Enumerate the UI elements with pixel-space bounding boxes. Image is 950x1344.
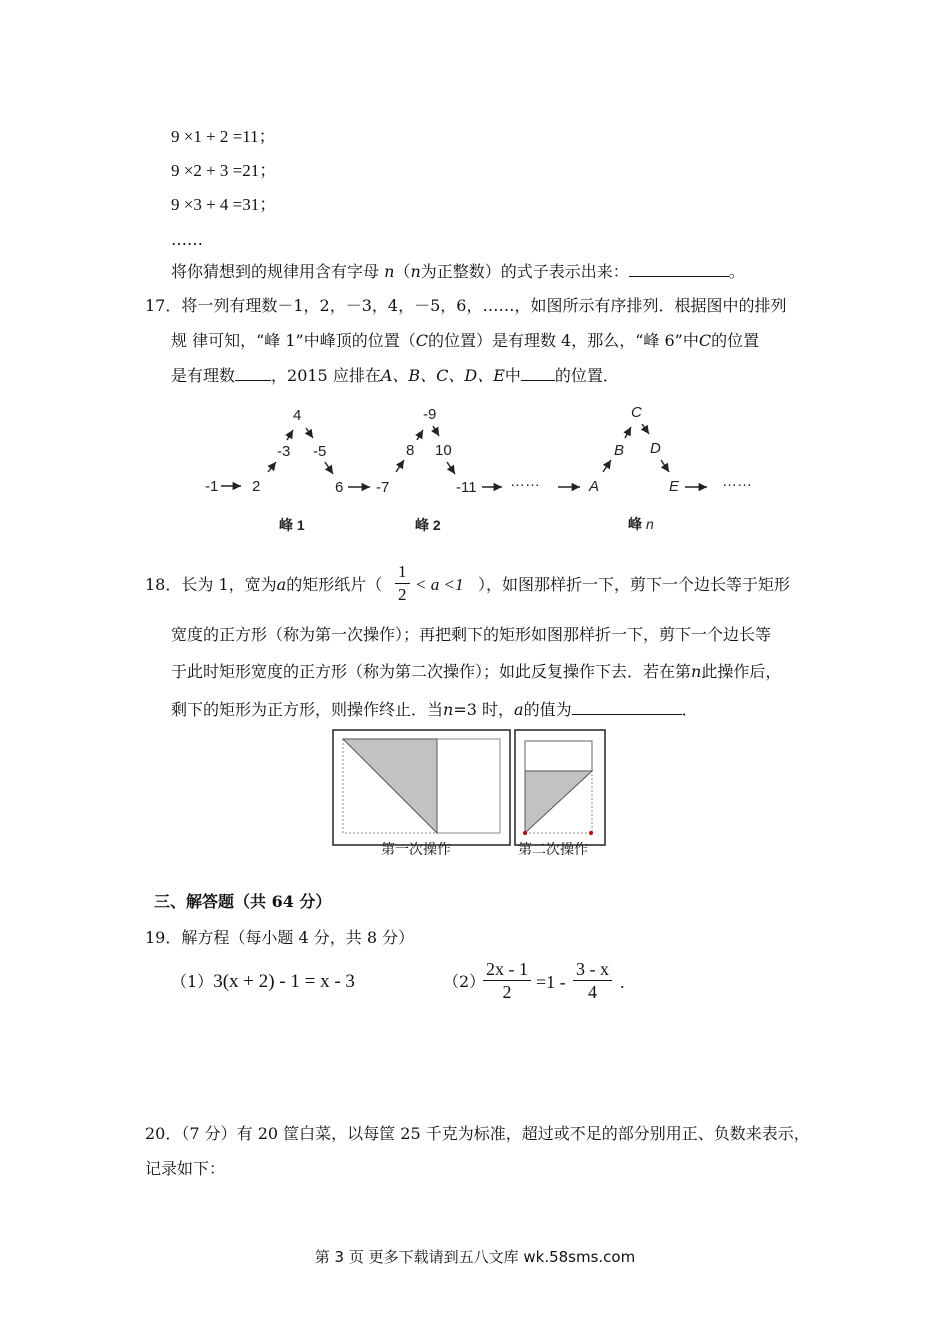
q18-a: a: [276, 575, 287, 594]
q17-c1: C: [415, 331, 428, 350]
q18-line3-b: 此操作后，: [701, 662, 782, 681]
q17-line3: [171, 366, 619, 386]
q17-line2: [171, 331, 759, 351]
q17-number: 17．: [145, 296, 182, 315]
q18-line1: [145, 575, 382, 595]
label-peak2: 峰 2: [415, 517, 441, 533]
q19-title: [145, 928, 414, 948]
q19-p1-label: （1）: [171, 972, 214, 991]
equation-3: 9 ×3 + 4 =31；: [171, 195, 277, 214]
q18-line3-a: 于此时矩形宽度的正方形（称为第二次操作）；如此反复操作下去．若在第: [171, 662, 692, 681]
q18-line4-c: 的值为: [523, 700, 572, 719]
q16-end: 。: [728, 262, 745, 281]
p2-upleft: 8: [406, 442, 415, 459]
q16-prompt-b: （: [394, 262, 411, 281]
q17-letters: A、B、C、D、E: [380, 366, 505, 385]
equation-1: 9 ×1 + 2 =11；: [171, 127, 276, 146]
pn-right: E: [669, 478, 680, 495]
q17-line2-b: 的位置）是有理数 4，那么，“峰 6”中: [427, 331, 699, 350]
q18-n1: n: [691, 662, 702, 681]
frac-den: 2: [398, 585, 407, 604]
answer-blank-17b: [521, 366, 555, 381]
q19-part1: [171, 972, 355, 992]
label-peakn-b: n: [646, 516, 654, 532]
q19-frac2-num: 3 - x: [573, 958, 612, 981]
p2-top: -9: [423, 406, 437, 423]
q16-prompt-a: 将你猜想到的规律用含有字母: [171, 262, 380, 281]
label-peakn-a: 峰: [628, 516, 642, 532]
section-title: 三、解答题（共 64 分）: [154, 892, 332, 911]
q18-line4-a: 剩下的矩形为正方形，则操作终止．当: [171, 700, 444, 719]
p2-right: -11: [456, 479, 477, 496]
p1-top: 4: [293, 407, 302, 424]
q20-text1: （7 分）有 20 筐白菜，以每筐 25 千克为标准，超过或不足的部分别用正、负数来表示，: [181, 1124, 810, 1143]
q19-p2-end: .: [620, 972, 625, 992]
p2-downright: 10: [435, 442, 452, 459]
q18-inequality: < a <1: [415, 575, 464, 594]
q19-frac1-num: 2x - 1: [483, 958, 531, 981]
q18-line1-a: 长为 1，宽为: [181, 575, 277, 594]
peak-figure: [195, 400, 775, 540]
q19-p1-equation: 3(x + 2) - 1 = x - 3: [213, 971, 355, 992]
arrow: [642, 424, 649, 434]
q20-line1: [145, 1124, 810, 1144]
q19-p2-mid: =1 -: [536, 972, 566, 992]
q17-line2-d: 的位置: [711, 331, 760, 350]
arrow: [396, 460, 404, 472]
answer-blank-17a: [235, 366, 271, 381]
pn-upleft: B: [614, 442, 625, 459]
label-peak1: 峰 1: [279, 517, 305, 533]
page-footer: 第 3 页 更多下载请到五八文库 wk.58sms.com: [314, 1248, 636, 1266]
q18-line4: [171, 700, 698, 720]
remaining-rect-first: [437, 739, 500, 833]
equation-2: 9 ×2 + 3 =21；: [171, 161, 277, 180]
q18-line3: [171, 662, 781, 682]
q19-p2-label: （2）: [443, 972, 486, 991]
q20-line2: 记录如下：: [145, 1159, 226, 1178]
q17-line3-c: 中: [504, 366, 521, 385]
q19-frac1-den: 2: [502, 982, 512, 1002]
q20-number: 20．: [145, 1124, 182, 1143]
pn-top: C: [631, 404, 642, 421]
q18-line4-end: ．: [681, 700, 698, 719]
ellipsis: ……: [171, 230, 203, 249]
p1-start: -1: [205, 478, 219, 495]
dots-2: ……: [722, 473, 752, 490]
corner-dot: [523, 831, 527, 835]
fold-figure: [332, 729, 607, 847]
q19-frac2-den: 4: [588, 982, 597, 1002]
q17-line3-d: 的位置．: [554, 366, 619, 385]
q17-c2: C: [698, 331, 712, 350]
q18-number: 18．: [145, 575, 182, 594]
arrow: [625, 427, 631, 438]
answer-blank-18: [572, 700, 682, 715]
p2-start: -7: [376, 479, 390, 496]
q18-a2: a: [514, 700, 524, 719]
p1-right: 6: [335, 479, 344, 496]
q17-line1: [145, 296, 786, 316]
arrow: [661, 460, 669, 472]
corner-dot: [589, 831, 593, 835]
q17-line3-b: ，2015 应排在: [271, 366, 381, 385]
p1-left: 2: [252, 478, 261, 495]
frac-num: 1: [395, 561, 410, 584]
dots-1: ……: [510, 473, 540, 490]
q16-prompt: [171, 262, 745, 282]
arrow: [325, 462, 333, 474]
q18-line1-c: ），如图那样折一下，剪下一个边长等于矩形: [478, 575, 791, 594]
arrow: [433, 426, 439, 436]
q19-title-text: 解方程（每小题 4 分，共 8 分）: [181, 928, 415, 947]
arrow: [603, 460, 611, 472]
q18-line2: 宽度的正方形（称为第一次操作）；再把剩下的矩形如图那样折一下，剪下一个边长等: [171, 625, 772, 644]
q18-line1-b: 的矩形纸片（: [286, 575, 383, 594]
p1-downright: -5: [313, 443, 327, 460]
pn-downright: D: [650, 440, 661, 457]
caption-first: 第一次操作: [381, 842, 451, 858]
pn-left: A: [589, 478, 600, 495]
q19-number: 19．: [145, 928, 182, 947]
remaining-rect-second: [525, 741, 592, 771]
q17-line3-a: 是有理数: [171, 366, 236, 385]
q18-n2: n: [443, 700, 454, 719]
fraction-half: [395, 561, 410, 606]
q18-line4-b: =3 时，: [453, 700, 515, 719]
folded-triangle-first: [343, 739, 437, 833]
arrow: [268, 462, 276, 472]
q19-frac2: [573, 958, 612, 1003]
p1-upleft: -3: [277, 443, 291, 460]
q16-prompt-c: 为正整数）的式子表示出来：: [420, 262, 629, 281]
arrow: [287, 430, 293, 440]
q17-line2-a: 规 律可知，“峰 1”中峰顶的位置（: [171, 331, 416, 350]
q16-n2: n: [410, 262, 421, 281]
q17-text1: 将一列有理数－1，2，－3，4，－5，6，……，如图所示有序排列．根据图中的排列: [181, 296, 787, 315]
answer-blank-16: [629, 262, 729, 277]
arrow: [306, 428, 313, 438]
q19-frac1: [483, 958, 531, 1003]
caption-second: 第二次操作: [518, 842, 588, 858]
q16-n1: n: [384, 262, 395, 281]
arrow: [417, 430, 423, 440]
arrow: [447, 462, 455, 474]
folded-triangle-second: [525, 771, 592, 833]
